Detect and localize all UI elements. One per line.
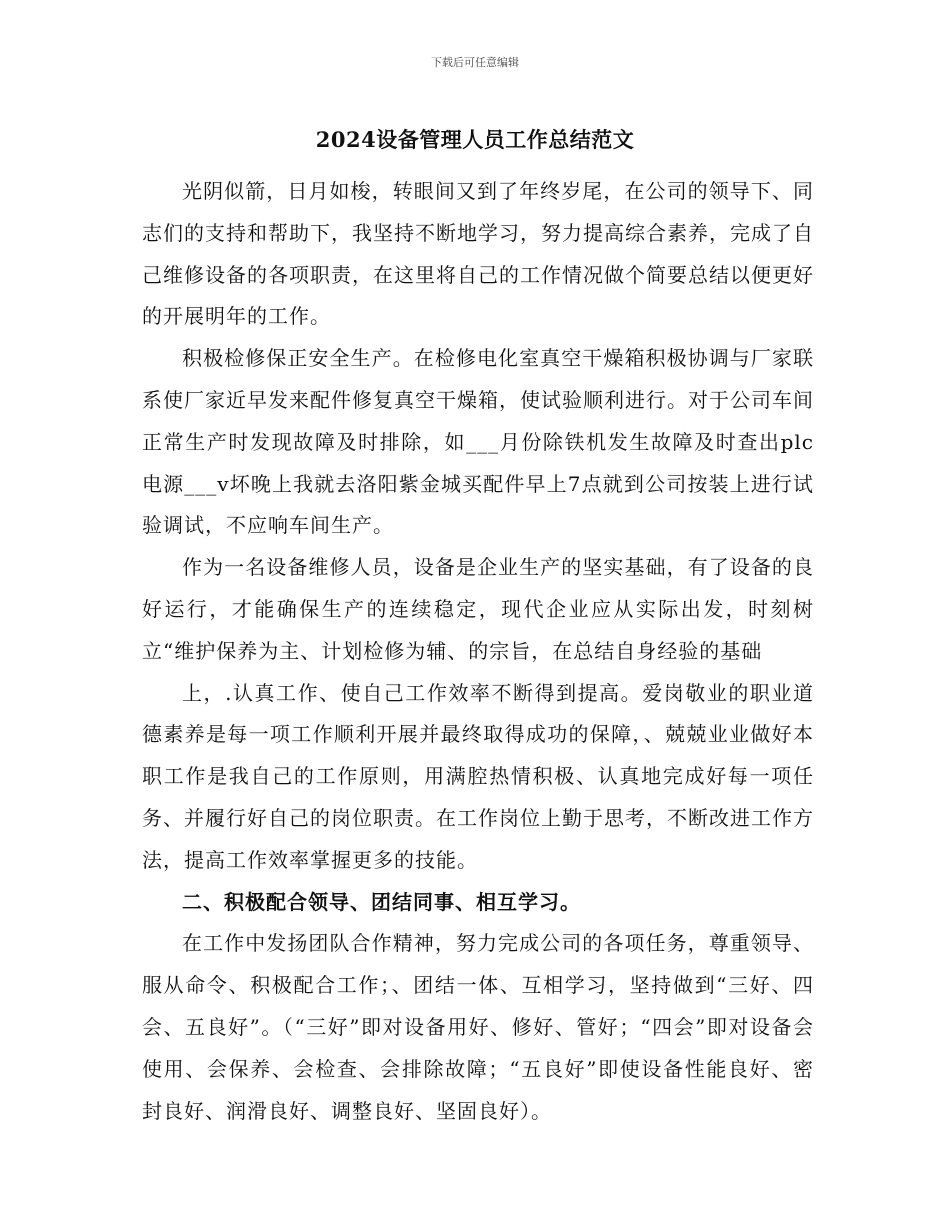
header-note: 下载后可任意编辑 bbox=[431, 56, 519, 69]
paragraph-teamwork: 在工作中发扬团队合作精神，努力完成公司的各项任务，尊重领导、服从命令、积极配合工作；、团结一体、互相学习，坚持做到“三好、四会、五良好”。（“三好”即对设备用好、修好、管好；“四会”即对设备会使用、会保养、会检查、会排除故障；“五良好”即使设备性能良好、密封良好、润滑良好、调整良好、坚固良好）。 bbox=[142, 931, 814, 1123]
paragraph-role: 作为一名设备维修人员，设备是企业生产的坚实基础，有了设备的良好运行，才能确保生产的连续稳定，现代企业应从实际出发，时刻树立“维护保养为主、计划检修为辅、的宗旨，在总结自身经验的基础 bbox=[142, 555, 814, 663]
paragraph-maintenance: 积极检修保正安全生产。在检修电化室真空干燥箱积极协调与厂家联系使厂家近早发来配件修复真空干燥箱，使试验顺利进行。对于公司车间正常生产时发现故障及时排除，如___月份除铁机发生故障及时查出plc电源___v坏晚上我就去洛阳紫金城买配件早上7点就到公司按装上进行试验调试，不应响车间生产。 bbox=[142, 346, 814, 538]
document-body bbox=[142, 171, 814, 1132]
paragraph-intro: 光阴似箭，日月如梭，转眼间又到了年终岁尾，在公司的领导下、同志们的支持和帮助下，我坚持不断地学习，努力提高综合素养，完成了自己维修设备的各项职责，在这里将自己的工作情况做个简要总结以便更好的开展明年的工作。 bbox=[142, 179, 814, 329]
section-heading-2: 二、积极配合领导、团结同事、相互学习。 bbox=[182, 889, 581, 914]
paragraph-diligence: 上，.认真工作、使自己工作效率不断得到提高。爱岗敬业的职业道德素养是每一项工作顺利开展并最终取得成功的保障，、兢兢业业做好本职工作是我自己的工作原则，用满腔热情积极、认真地完成好每一项任务、并履行好自己的岗位职责。在工作岗位上勤于思考，不断改进工作方法，提高工作效率掌握更多的技能。 bbox=[142, 680, 814, 872]
document-title: 2024设备管理人员工作总结范文 bbox=[315, 127, 635, 152]
